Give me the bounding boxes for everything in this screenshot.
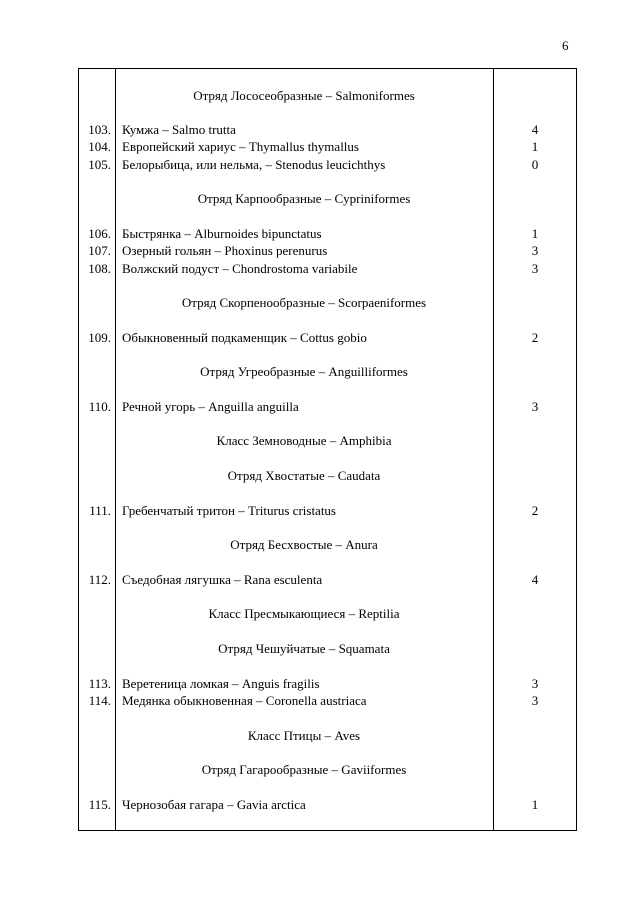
species-row — [79, 398, 576, 416]
page-number: 6 — [562, 38, 569, 53]
section-heading: Отряд Хвостатые – Caudata — [227, 468, 381, 483]
section-heading-row — [79, 87, 576, 105]
species-row — [79, 796, 576, 814]
species-name: Речной угорь – Anguilla anguilla — [122, 399, 299, 414]
section-heading-row — [79, 727, 576, 745]
species-table — [78, 68, 577, 831]
species-category: 1 — [531, 139, 539, 154]
species-number: 108. — [88, 261, 111, 276]
section-heading: Отряд Бесхвостые – Anura — [230, 537, 378, 552]
section-heading: Отряд Лососеобразные – Salmoniformes — [193, 88, 415, 103]
species-name: Белорыбица, или нельма, – Stenodus leucichthys — [122, 157, 386, 172]
species-category: 3 — [531, 243, 539, 258]
species-row — [79, 156, 576, 174]
section-heading-row — [79, 536, 576, 554]
species-number: 114. — [88, 693, 111, 708]
species-number: 111. — [89, 503, 111, 518]
species-name: Гребенчатый тритон – Triturus cristatus — [122, 503, 336, 518]
species-name: Обыкновенный подкаменщик – Cottus gobio — [122, 330, 367, 345]
species-name: Кумжа – Salmo trutta — [122, 122, 236, 137]
section-heading-row — [79, 363, 576, 381]
species-name: Медянка обыкновенная – Coronella austriaca — [122, 693, 367, 708]
species-row — [79, 121, 576, 139]
species-category: 2 — [531, 503, 539, 518]
species-number: 103. — [88, 122, 111, 137]
species-number: 109. — [88, 330, 111, 345]
species-number: 112. — [88, 572, 111, 587]
species-number: 106. — [88, 226, 111, 241]
species-category: 3 — [531, 676, 539, 691]
species-number: 115. — [88, 797, 111, 812]
species-number: 105. — [88, 157, 111, 172]
section-heading: Класс Земноводные – Amphibia — [216, 433, 392, 448]
section-heading-row — [79, 640, 576, 658]
section-heading-row — [79, 605, 576, 623]
species-category: 1 — [531, 797, 539, 812]
species-category: 2 — [531, 330, 539, 345]
section-heading-row — [79, 761, 576, 779]
species-row — [79, 675, 576, 693]
species-row — [79, 692, 576, 710]
species-row — [79, 242, 576, 260]
species-name: Чернозобая гагара – Gavia arctica — [122, 797, 306, 812]
species-row — [79, 329, 576, 347]
species-category: 4 — [531, 122, 539, 137]
species-row — [79, 502, 576, 520]
species-category: 3 — [531, 693, 539, 708]
species-name: Съедобная лягушка – Rana esculenta — [122, 572, 323, 587]
section-heading-row — [79, 190, 576, 208]
species-category: 0 — [531, 157, 539, 172]
species-category: 4 — [531, 572, 539, 587]
species-number: 113. — [88, 676, 111, 691]
section-heading: Отряд Карпообразные – Cypriniformes — [197, 191, 411, 206]
section-heading-row — [79, 467, 576, 485]
section-heading-row — [79, 294, 576, 312]
species-name: Европейский хариус – Thymallus thymallus — [122, 139, 359, 154]
species-name: Быстрянка – Alburnoides bipunctatus — [122, 226, 322, 241]
section-heading: Класс Пресмыкающиеся – Reptilia — [208, 606, 400, 621]
species-number: 104. — [88, 139, 111, 154]
species-row — [79, 260, 576, 278]
species-category: 1 — [531, 226, 539, 241]
section-heading: Отряд Угреобразные – Anguilliformes — [200, 364, 408, 379]
section-heading: Отряд Гагарообразные – Gaviiformes — [201, 762, 407, 777]
species-row — [79, 225, 576, 243]
section-heading-row — [79, 432, 576, 450]
species-number: 107. — [88, 243, 111, 258]
species-name: Веретеница ломкая – Anguis fragilis — [122, 676, 320, 691]
species-name: Волжский подуст – Chondrostoma variabile — [122, 261, 358, 276]
species-category: 3 — [531, 399, 539, 414]
section-heading: Отряд Чешуйчатые – Squamata — [218, 641, 390, 656]
species-row — [79, 571, 576, 589]
section-heading: Класс Птицы – Aves — [247, 728, 361, 743]
species-number: 110. — [88, 399, 111, 414]
section-heading: Отряд Скорпенообразные – Scorpaeniformes — [181, 295, 427, 310]
species-category: 3 — [531, 261, 539, 276]
species-name: Озерный гольян – Phoxinus perenurus — [122, 243, 328, 258]
species-row — [79, 138, 576, 156]
